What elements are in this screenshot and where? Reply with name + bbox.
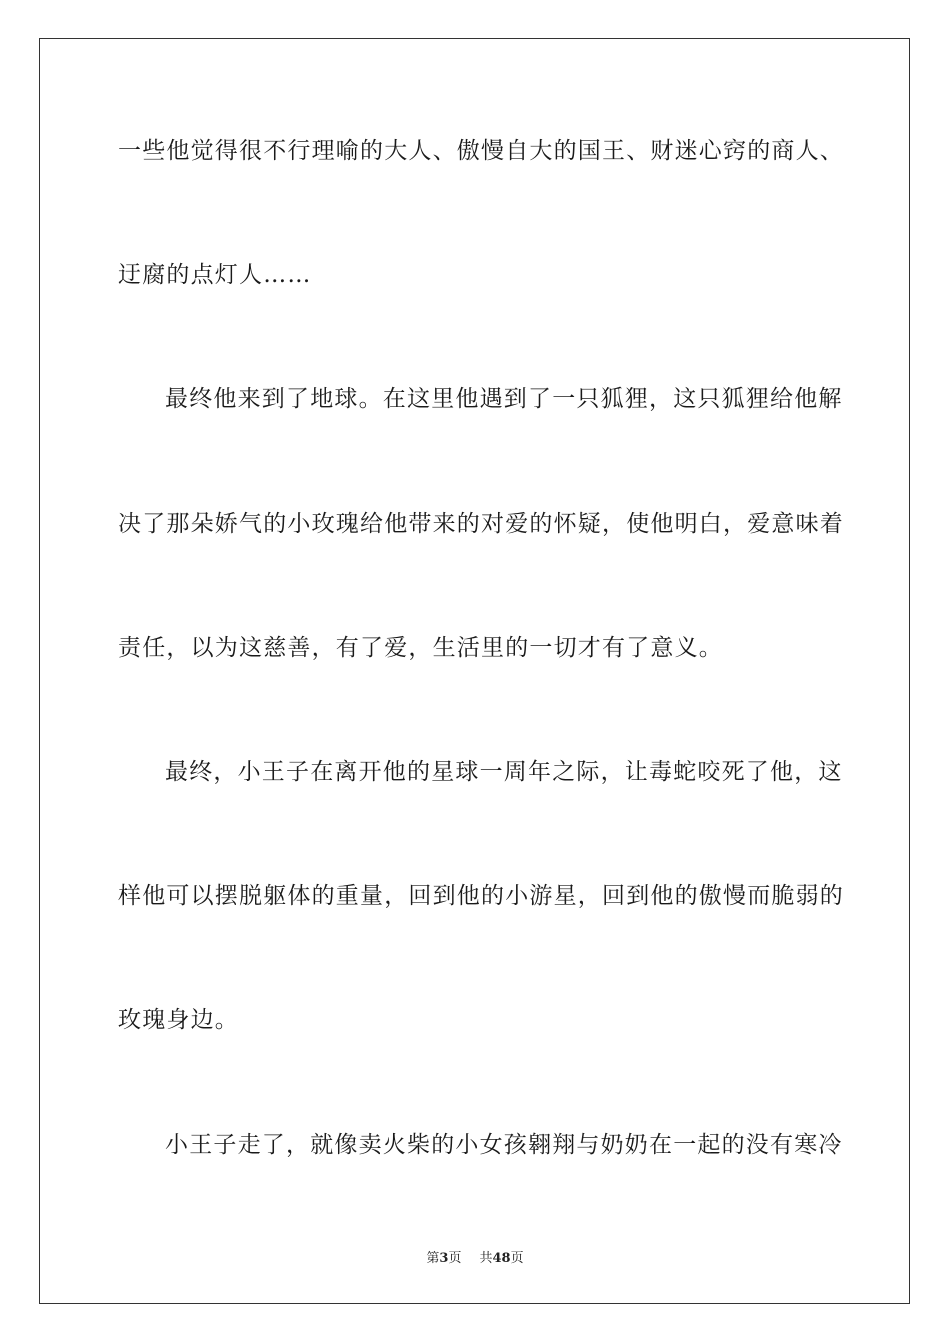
text-line-1: 一些他觉得很不行理喻的大人、傲慢自大的国王、财迷心窍的商人、: [118, 138, 844, 164]
text-line-7: 样他可以摆脱躯体的重量，回到他的小游星，回到他的傲慢而脆弱的: [118, 883, 844, 910]
total-pages-number: 48: [492, 1251, 511, 1266]
text-line-8: 玫瑰身边。: [118, 1007, 239, 1034]
page-number-suffix: 页: [448, 1251, 462, 1266]
text-line-5: 责任，以为这慈善，有了爱，生活里的一切才有了意义。: [118, 634, 723, 661]
text-line-2: 迂腐的点灯人……: [118, 262, 312, 289]
text-line-9: 小王子走了，就像卖火柴的小女孩翱翔与奶奶在一起的没有寒冷: [165, 1131, 843, 1158]
text-line-3: 最终他来到了地球。在这里他遇到了一只狐狸，这只狐狸给他解: [165, 386, 843, 413]
document-body: [118, 124, 844, 1242]
page-footer: [0, 1247, 950, 1266]
total-pages-suffix: 页: [510, 1251, 524, 1266]
total-pages-prefix: 共: [479, 1251, 493, 1266]
current-page-number: 3: [439, 1251, 449, 1266]
page-number-prefix: 第: [426, 1251, 440, 1266]
text-line-4: 决了那朵娇气的小玫瑰给他带来的对爱的怀疑，使他明白，爱意味着: [118, 510, 844, 537]
text-line-6: 最终，小王子在离开他的星球一周年之际，让毒蛇咬死了他，这: [165, 758, 843, 785]
